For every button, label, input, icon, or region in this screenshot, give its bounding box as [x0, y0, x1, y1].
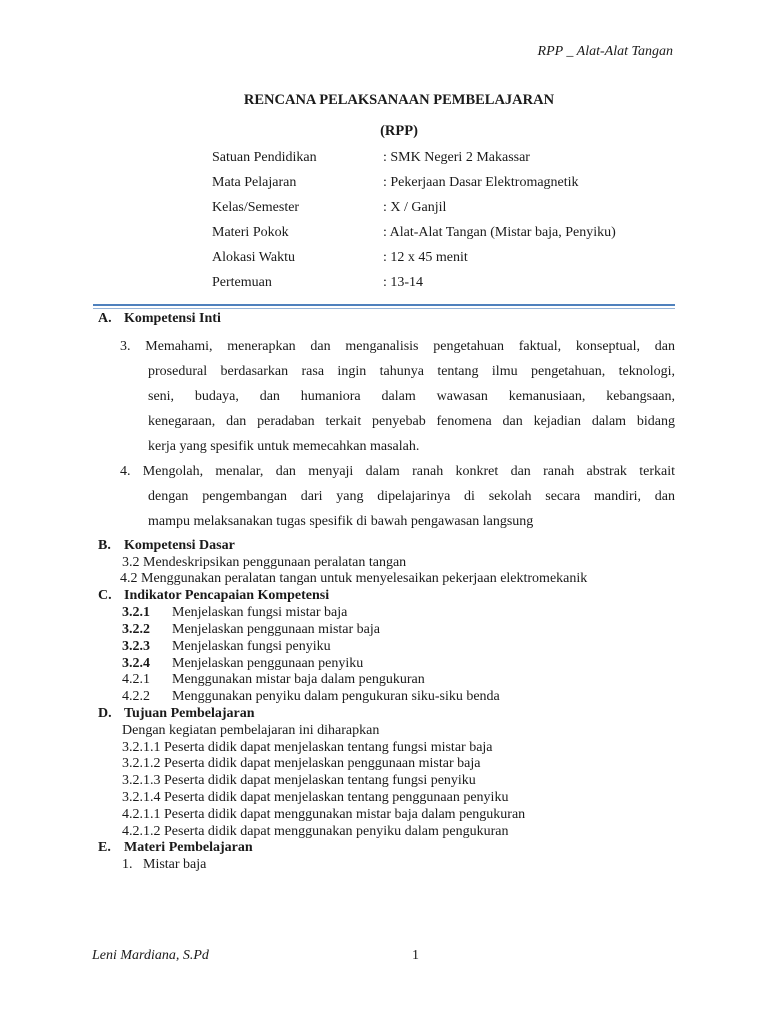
- section-title: Materi Pembelajaran: [124, 840, 253, 855]
- ki-4-paragraph: [120, 459, 675, 484]
- paragraph-line: seni, budaya, dan humaniora dalam wawasan kemanusiaan, kebangsaan,: [148, 389, 675, 404]
- section-title: Tujuan Pembelajaran: [124, 706, 255, 721]
- info-value: : 13-14: [383, 275, 424, 290]
- running-header: RPP _ Alat-Alat Tangan: [537, 44, 673, 59]
- list-item: 3.2.1.3 Peserta didik dapat menjelaskan tentang fungsi penyiku: [122, 773, 476, 788]
- section-letter: E.: [98, 840, 111, 855]
- item-text: Menjelaskan fungsi mistar baja: [172, 605, 348, 620]
- section-d-heading: [98, 706, 255, 722]
- list-item: [122, 605, 347, 621]
- section-c-heading: [98, 588, 329, 604]
- info-label: Mata Pelajaran: [212, 175, 297, 190]
- section-title: Indikator Pencapaian Kompetensi: [124, 588, 330, 603]
- footer-author: Leni Mardiana, S.Pd: [92, 948, 209, 963]
- section-letter: A.: [98, 311, 112, 326]
- item-text: Menggunakan penyiku dalam pengukuran siku-siku benda: [172, 689, 500, 704]
- item-number: 4.2.1: [122, 672, 150, 687]
- section-e-heading: [98, 840, 253, 856]
- info-value: : X / Ganjil: [383, 200, 447, 215]
- document-subtitle: (RPP): [380, 123, 418, 139]
- section-a-heading: [98, 311, 221, 327]
- list-item: 3.2.1.1 Peserta didik dapat menjelaskan tentang fungsi mistar baja: [122, 740, 493, 755]
- document-title: RENCANA PELAKSANAAN PEMBELAJARAN: [243, 92, 555, 108]
- paragraph-line: prosedural berdasarkan rasa ingin tahunya tentang ilmu pengetahuan, teknologi,: [148, 364, 675, 379]
- info-value: : Pekerjaan Dasar Elektromagnetik: [383, 175, 579, 190]
- list-item: 4.2 Menggunakan peralatan tangan untuk menyelesaikan pekerjaan elektromekanik: [120, 571, 588, 586]
- header-divider: [93, 304, 675, 306]
- section-intro: Dengan kegiatan pembelajaran ini diharapkan: [122, 723, 380, 738]
- paragraph-line: dengan pengembangan dari yang dipelajarinya di sekolah secara mandiri, dan: [148, 489, 675, 504]
- info-label: Satuan Pendidikan: [212, 150, 317, 165]
- list-item: [122, 656, 363, 672]
- item-number: 3.2.3: [122, 639, 150, 654]
- item-number: 3.2.1: [122, 605, 150, 620]
- section-letter: C.: [98, 588, 112, 603]
- item-number: 3.2.4: [122, 656, 150, 671]
- list-item: 3.2.1.4 Peserta didik dapat menjelaskan tentang penggunaan penyiku: [122, 790, 509, 805]
- list-item: 4.2.1.1 Peserta didik dapat menggunakan mistar baja dalam pengukuran: [122, 807, 526, 822]
- section-letter: D.: [98, 706, 112, 721]
- info-label: Kelas/Semester: [212, 200, 300, 215]
- info-label: Alokasi Waktu: [212, 250, 295, 265]
- section-title: Kompetensi Inti: [124, 311, 221, 326]
- paragraph-line: 3. Memahami, menerapkan dan menganalisis pengetahuan faktual, konseptual, dan: [120, 339, 675, 354]
- header-divider-thin: [93, 308, 675, 309]
- ki-4-paragraph-cont: [148, 484, 675, 534]
- paragraph-line: kerja yang spesifik untuk memecahkan masalah.: [148, 439, 420, 454]
- ki-3-paragraph: [120, 334, 675, 359]
- section-title: Kompetensi Dasar: [124, 538, 235, 553]
- item-number: 4.2.2: [122, 689, 150, 704]
- item-text: Menjelaskan penggunaan mistar baja: [172, 622, 380, 637]
- list-item: 3.2.1.2 Peserta didik dapat menjelaskan penggunaan mistar baja: [122, 756, 481, 771]
- info-label: Pertemuan: [212, 275, 272, 290]
- list-item: 4.2.1.2 Peserta didik dapat menggunakan penyiku dalam pengukuran: [122, 824, 509, 839]
- section-b-heading: [98, 538, 235, 554]
- item-text: Menjelaskan fungsi penyiku: [172, 639, 331, 654]
- paragraph-line: kenegaraan, dan peradaban terkait penyebab fenomena dan kejadian dalam bidang: [148, 414, 675, 429]
- ki-3-paragraph-cont: [148, 359, 675, 459]
- list-item: [122, 639, 331, 655]
- paragraph-line: mampu melaksanakan tugas spesifik di bawah pengawasan langsung: [148, 514, 534, 529]
- list-item: [122, 622, 380, 638]
- item-number: 3.2.2: [122, 622, 150, 637]
- info-label: Materi Pokok: [212, 225, 289, 240]
- item-text: Menggunakan mistar baja dalam pengukuran: [172, 672, 425, 687]
- section-letter: B.: [98, 538, 111, 553]
- paragraph-line: 4. Mengolah, menalar, dan menyaji dalam ranah konkret dan ranah abstrak terkait: [120, 464, 675, 479]
- page-number: 1: [412, 948, 419, 963]
- list-item: [122, 689, 500, 705]
- info-value: : SMK Negeri 2 Makassar: [383, 150, 530, 165]
- list-item: 1. Mistar baja: [122, 857, 207, 872]
- info-value: : Alat-Alat Tangan (Mistar baja, Penyiku): [383, 225, 616, 240]
- list-item: [122, 672, 425, 688]
- info-value: : 12 x 45 menit: [383, 250, 468, 265]
- item-text: Menjelaskan penggunaan penyiku: [172, 656, 364, 671]
- list-item: 3.2 Mendeskripsikan penggunaan peralatan tangan: [122, 555, 407, 570]
